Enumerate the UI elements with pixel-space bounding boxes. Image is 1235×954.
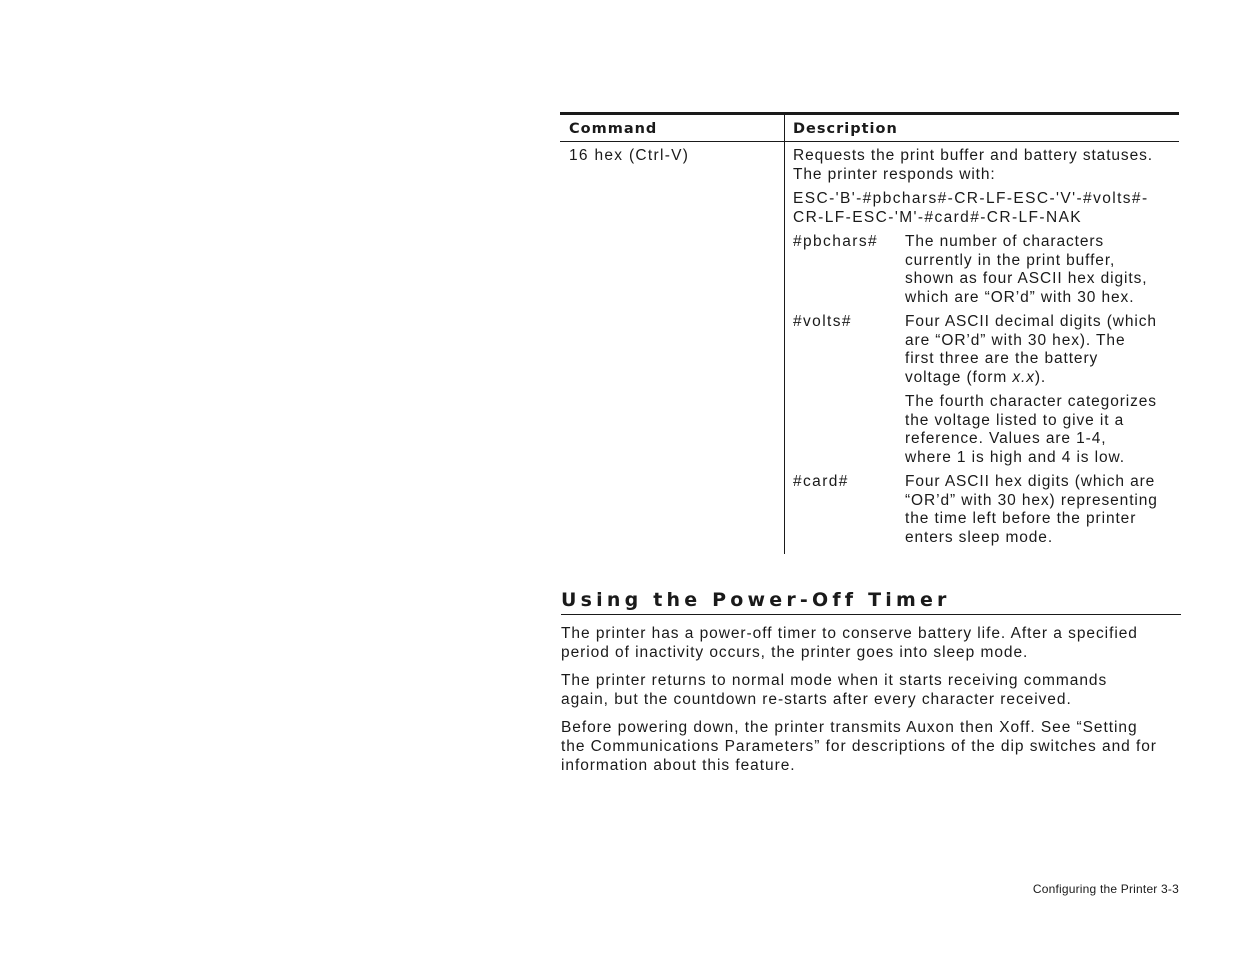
param-line: enters sleep mode. (905, 528, 1054, 546)
param-name: #volts# (793, 313, 852, 330)
param-line: which are “OR’d” with 30 hex. (905, 288, 1135, 306)
paragraph-line: period of inactivity occurs, the printer goes into sleep mode. (561, 644, 1029, 661)
description-intro (793, 147, 1178, 184)
paragraph-line: Before powering down, the printer transmits Auxon then Xoff. See “Setting (561, 719, 1138, 736)
section-body (561, 624, 1183, 784)
paragraph (561, 718, 1183, 775)
param-line-italic: x.x (1012, 368, 1035, 386)
command-table (560, 112, 1179, 554)
param-description (905, 233, 1178, 307)
param-name: #card# (793, 473, 849, 490)
param-name (793, 393, 905, 467)
header-description: Description (793, 121, 898, 137)
param-line: the time left before the printer (905, 510, 1137, 527)
param-line: where 1 is high and 4 is low. (905, 448, 1125, 466)
description-cell (785, 142, 1178, 554)
paragraph-line: the Communications Parameters” for descriptions of the dip switches and for (561, 738, 1157, 755)
param-line: are “OR’d” with 30 hex). The (905, 331, 1126, 349)
paragraph-line: information about this feature. (561, 757, 796, 774)
description-intro-line: The printer responds with: (793, 165, 996, 183)
param-line: Four ASCII decimal digits (which (905, 313, 1157, 330)
param-description (905, 313, 1178, 387)
response-format (793, 190, 1178, 227)
param-line: first three are the battery (905, 350, 1099, 367)
section-heading: Using the Power-Off Timer (561, 588, 1181, 615)
param-line: Four ASCII hex digits (which are (905, 473, 1156, 490)
param-line-prefix: voltage (form (905, 368, 1013, 386)
paragraph-line: The printer returns to normal mode when it starts receiving commands (561, 672, 1108, 689)
param-line: the voltage listed to give it a (905, 411, 1125, 429)
response-line: ESC-'B'-#pbchars#-CR-LF-ESC-'V'-#volts#- (793, 190, 1149, 207)
param-card (793, 473, 1178, 547)
param-line-suffix: ). (1034, 368, 1047, 386)
param-line: “OR’d” with 30 hex) representing (905, 491, 1158, 509)
param-description (905, 393, 1178, 467)
param-pbchars (793, 233, 1178, 307)
param-description (905, 473, 1178, 547)
param-volts (793, 313, 1178, 387)
param-line: shown as four ASCII hex digits, (905, 270, 1148, 287)
command-cell: 16 hex (Ctrl-V) (560, 142, 785, 554)
param-volts-continued (793, 393, 1178, 467)
paragraph-line: The printer has a power-off timer to conserve battery life. After a specified (561, 625, 1138, 642)
param-line: currently in the print buffer, (905, 251, 1116, 269)
table-header-row (560, 115, 1179, 142)
page-footer: Configuring the Printer 3-3 (1032, 882, 1179, 896)
param-line: reference. Values are 1-4, (905, 430, 1107, 447)
description-intro-line: Requests the print buffer and battery statuses. (793, 147, 1153, 164)
header-command: Command (560, 115, 785, 141)
paragraph (561, 624, 1183, 662)
paragraph-line: again, but the countdown re-starts after every character received. (561, 691, 1072, 708)
table-row (560, 142, 1179, 554)
param-line: The number of characters (905, 233, 1105, 250)
paragraph (561, 671, 1183, 709)
param-name: #pbchars# (793, 233, 878, 250)
response-line: CR-LF-ESC-'M'-#card#-CR-LF-NAK (793, 208, 1083, 226)
param-line: The fourth character categorizes (905, 393, 1157, 410)
